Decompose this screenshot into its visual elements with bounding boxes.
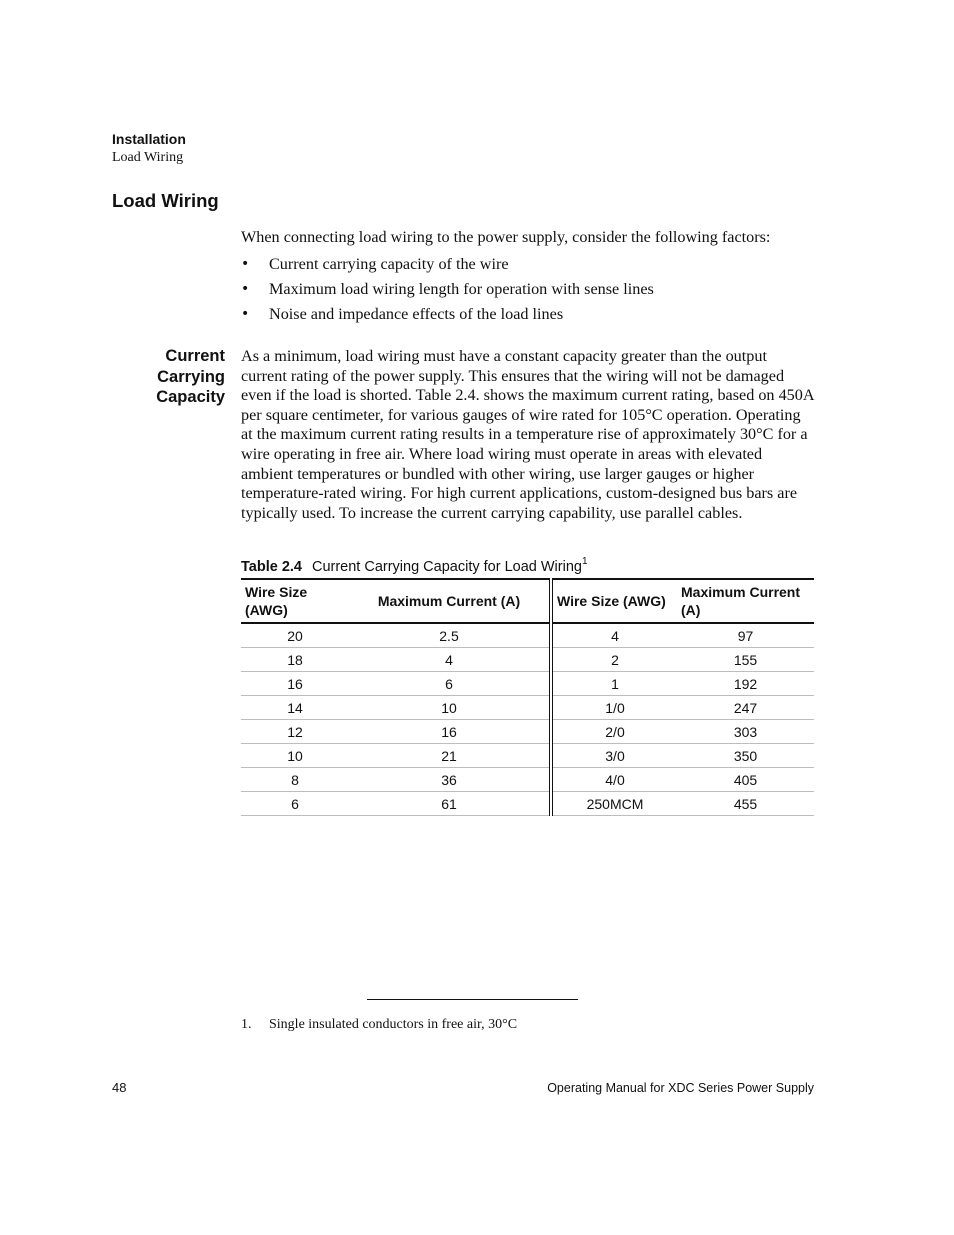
column-header: Maximum Current (A) <box>681 584 801 618</box>
list-item <box>241 253 821 278</box>
list-item-text: Current carrying capacity of the wire <box>269 255 509 273</box>
footer-title: Operating Manual for XDC Series Power Supply <box>547 1081 814 1095</box>
footnote-number: 1. <box>241 1017 252 1032</box>
subsection-heading-line: Carrying <box>157 367 225 386</box>
table-row <box>241 672 814 696</box>
subsection-heading-line: Capacity <box>156 388 225 406</box>
table-cell: 303 <box>677 720 814 744</box>
table-header-row <box>241 579 814 623</box>
capacity-paragraph: As a minimum, load wiring must have a constant capacity greater than the output current rating of the power supply. This ensures that the wiring will not be damaged even if the load is shorted. Table 2.4. shows the maximum current rating, based on 450A per square centimeter, for various gauges of wire rated for 105°C operation. Operating at the maximum current rating results in a temperature rise of approximately 30°C for a wire operating in free air. Where load wiring must operate in areas with elevated ambient temperatures or bundled with other wiring, use larger gauges or higher temperature-rated wiring. For high current applications, custom-designed bus bars are typically used. To increase the current carrying capability, use parallel cables. <box>241 347 814 522</box>
table-row <box>241 696 814 720</box>
table-cell: 1/0 <box>551 696 677 720</box>
page-number: 48 <box>112 1080 127 1095</box>
table-cell: 155 <box>677 648 814 672</box>
table-body <box>241 623 814 816</box>
table-cell: 10 <box>349 696 551 720</box>
table-cell: 36 <box>349 768 551 792</box>
table-cell: 20 <box>241 623 349 648</box>
list-item <box>241 303 821 328</box>
footnote-text: Single insulated conductors in free air, 30°C <box>269 1017 518 1032</box>
table-cell: 4 <box>349 648 551 672</box>
bullet-icon: • <box>241 281 250 297</box>
table-cell: 6 <box>241 792 349 816</box>
list-item-text: Noise and impedance effects of the load lines <box>269 305 564 323</box>
table-caption <box>241 557 588 575</box>
list-item <box>241 278 821 303</box>
bullet-icon: • <box>241 256 250 272</box>
wire-capacity-table <box>241 578 814 816</box>
table-caption-text: Current Carrying Capacity for Load Wiring <box>311 558 582 575</box>
footnote-ref: 1 <box>581 556 588 567</box>
table-cell: 247 <box>677 696 814 720</box>
table-cell: 21 <box>349 744 551 768</box>
intro-paragraph: When connecting load wiring to the power supply, consider the following factors: <box>241 228 771 246</box>
table-cell: 250MCM <box>551 792 677 816</box>
table-cell: 192 <box>677 672 814 696</box>
footnote-divider <box>367 999 578 1000</box>
list-item-text: Maximum load wiring length for operation with sense lines <box>269 280 654 298</box>
table-cell: 3/0 <box>551 744 677 768</box>
bullet-icon: • <box>241 306 250 322</box>
factors-list <box>241 253 821 328</box>
table-cell: 16 <box>349 720 551 744</box>
table-cell: 12 <box>241 720 349 744</box>
table-cell: 18 <box>241 648 349 672</box>
column-header: Maximum Current (A) <box>349 579 551 623</box>
table-cell: 61 <box>349 792 551 816</box>
table-cell: 455 <box>677 792 814 816</box>
table-row <box>241 768 814 792</box>
table-cell: 14 <box>241 696 349 720</box>
table-row <box>241 720 814 744</box>
table-row <box>241 792 814 816</box>
table-cell: 4/0 <box>551 768 677 792</box>
column-header: Wire Size (AWG) <box>245 584 308 618</box>
table-cell: 2/0 <box>551 720 677 744</box>
subsection-heading-line: Current <box>165 347 225 365</box>
subsection-heading <box>130 346 225 408</box>
column-header: Wire Size (AWG) <box>557 593 666 609</box>
table-cell: 16 <box>241 672 349 696</box>
table-cell: 405 <box>677 768 814 792</box>
table-cell: 8 <box>241 768 349 792</box>
table-row <box>241 623 814 648</box>
section-title: Load Wiring <box>112 190 219 211</box>
table-cell: 10 <box>241 744 349 768</box>
running-header-section: Load Wiring <box>112 150 184 165</box>
table-row <box>241 744 814 768</box>
running-header-chapter: Installation <box>112 131 186 147</box>
table-cell: 2 <box>551 648 677 672</box>
table-cell: 6 <box>349 672 551 696</box>
table-label: Table 2.4 <box>241 558 302 575</box>
footnote <box>241 1017 517 1033</box>
table-row <box>241 648 814 672</box>
table-cell: 350 <box>677 744 814 768</box>
table-cell: 2.5 <box>349 623 551 648</box>
table-cell: 97 <box>677 623 814 648</box>
table-cell: 4 <box>551 623 677 648</box>
table-cell: 1 <box>551 672 677 696</box>
